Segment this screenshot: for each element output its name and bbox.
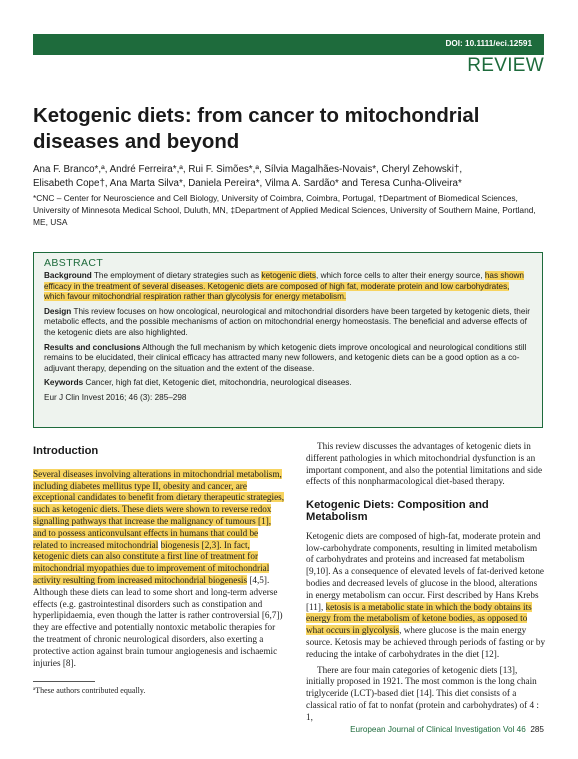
abstract-design xyxy=(44,307,532,339)
author-line-1: Ana F. Branco*,ª, André Ferreira*,ª, Rui F. Simões*,ª, Sílvia Magalhães-Novais*, Cheryl Zehowski†, xyxy=(33,164,463,175)
design-label: Design xyxy=(44,306,72,316)
author-list xyxy=(33,163,545,190)
composition-text-1: Ketogenic diets are composed of high-fat, moderate protein and low-carbohydrate components, resulting in limited metabolism of carbohydrates and proteins and increased fat metabolism [9,10]. As a consequence of elevated levels of fat-derived ketone bodies and decreased levels of glucose in the blood, alterations in energy metabolism can occur. First described by Hans Krebs [11], xyxy=(306,530,545,612)
page-number: 285 xyxy=(530,725,544,734)
intro-text-2: [4,5]. Although these diets can lead to some short and long-term adverse effects (e.g. gastrointestinal disorders such as constipation and hyperlipidaemia, even though the latter is rather controversial [6,7]) they are effective and potentially nontoxic metabolic therapies for the treatment of chronic neurological disorders, also exerting a protective action against brain tumour angiogenesis and ischaemic injuries [8]. xyxy=(33,574,283,668)
background-text-1: The employment of dietary strategies such as xyxy=(91,271,262,280)
review-scope-paragraph: This review discusses the advantages of ketogenic diets in different pathologies in which mitochondrial dysfunction is an important component, and also the potential limitations and side effects of this nonpharmacological diet-based therapy. xyxy=(306,441,543,487)
right-column xyxy=(306,441,546,724)
citation: Eur J Clin Invest 2016; 46 (3): 285–298 xyxy=(44,392,187,402)
abstract-background xyxy=(44,271,532,303)
keywords-label: Keywords xyxy=(44,378,84,388)
design-text: This review focuses on how oncological, neurological and mitochondrial disorders have been targeted by ketogenic diets, their metabolic effects, and the possible mechanisms of action on mitochondrial energy homeostasis. The beneficial and adverse effects of the ketogenic diets are also highlighted. xyxy=(44,306,530,337)
highlight-ketosis: ketosis is a metabolic state in which the body obtains its energy from the metabolism of ketone bodies, as opposed to what occurs in glycolysis xyxy=(306,601,532,636)
composition-text-2: , where glucose is the main energy source. Ketosis may be achieved through periods of fasting or by reducing the intake of carbohydrates in the diet [12]. xyxy=(306,625,546,659)
doi-label: DOI: 10.1111/eci.12591 xyxy=(445,39,532,48)
categories-paragraph: There are four main categories of ketogenic diets [13], initially proposed in 1921. The most common is the long chain triglyceride (LCT)-based diet [14]. This diet consists of a classical ratio of fat to nonfat (protein and carbohydrates) of 4 : 1, xyxy=(306,664,539,722)
article-title: Ketogenic diets: from cancer to mitochondrial diseases and beyond xyxy=(33,105,480,153)
footnote-rule xyxy=(33,681,95,682)
highlight-efficacy: has shown efficacy in the treatment of several diseases. Ketogenic diets are composed of high fat, moderate protein and low carbohydrates, which favour mitochondrial respiration rather than glycolysis for energy metabolism. xyxy=(44,271,524,302)
highlight-ketogenic-diets: ketogenic diets xyxy=(261,271,317,280)
highlight-intro-1: Several diseases involving alterations in mitochondrial metabolism, including diabetes mellitus type II, obesity and cancer, are exceptional candidates to benefit from dietary therapeutic strategies, such as ketogenic diets. These diets were shown to reverse redox signalling pathways that increase the malignancy of tumours [1], and to possess anticonvulsant effects in humans that could be related to increased mitochondrial xyxy=(33,468,285,550)
footnote: ªThese authors contributed equally. xyxy=(33,686,146,695)
introduction-paragraph xyxy=(33,469,285,670)
section-label: REVIEW xyxy=(467,55,544,76)
composition-paragraph xyxy=(306,531,546,661)
left-column xyxy=(33,446,285,669)
results-text: Although the full mechanism by which ketogenic diets improve oncological and neurological conditions still remains to be elucidated, their clinical efficacy has attracted many new followers, and ketogenic diets can be a good option as a co-adjuvant therapy, depending on the situation and the extent of the disease. xyxy=(44,342,527,373)
background-text-2: , which force cells to alter their energy source, xyxy=(316,271,485,280)
introduction-heading: Introduction xyxy=(33,445,99,457)
affiliations: *CNC – Center for Neuroscience and Cell Biology, University of Coimbra, Coimbra, Portugal, †Department of Biomedical Sciences, University of Minnesota Medical School, Duluth, MN, ‡Department of Applied Medical Sciences, University of Southern Maine, Portland, ME, USA xyxy=(33,193,536,227)
author-line-2: Elisabeth Cope†, Ana Marta Silva*, Daniela Pereira*, Vilma A. Sardão* and Teresa Cunha-Oliveira* xyxy=(33,177,462,189)
abstract-results xyxy=(44,343,532,375)
abstract-keywords xyxy=(44,378,532,389)
page-footer xyxy=(350,725,544,734)
highlight-intro-2: biogenesis [2,3]. In fact, ketogenic diets can also constitute a first line of treatment for mitochondrial myopathies due to improvement of mitochondrial activity resulting from increased mitochondrial biogenesis xyxy=(33,539,270,585)
abstract-heading: ABSTRACT xyxy=(44,257,104,269)
footer-journal: European Journal of Clinical Investigation Vol 46 xyxy=(350,725,526,734)
background-label: Background xyxy=(44,271,92,280)
header-bar xyxy=(33,34,544,55)
results-label: Results and conclusions xyxy=(44,342,141,352)
abstract-box xyxy=(33,252,543,428)
keywords-text: Cancer, high fat diet, Ketogenic diet, mitochondria, neurological diseases. xyxy=(83,378,352,388)
composition-heading: Ketogenic Diets: Composition and Metabolism xyxy=(306,499,489,523)
